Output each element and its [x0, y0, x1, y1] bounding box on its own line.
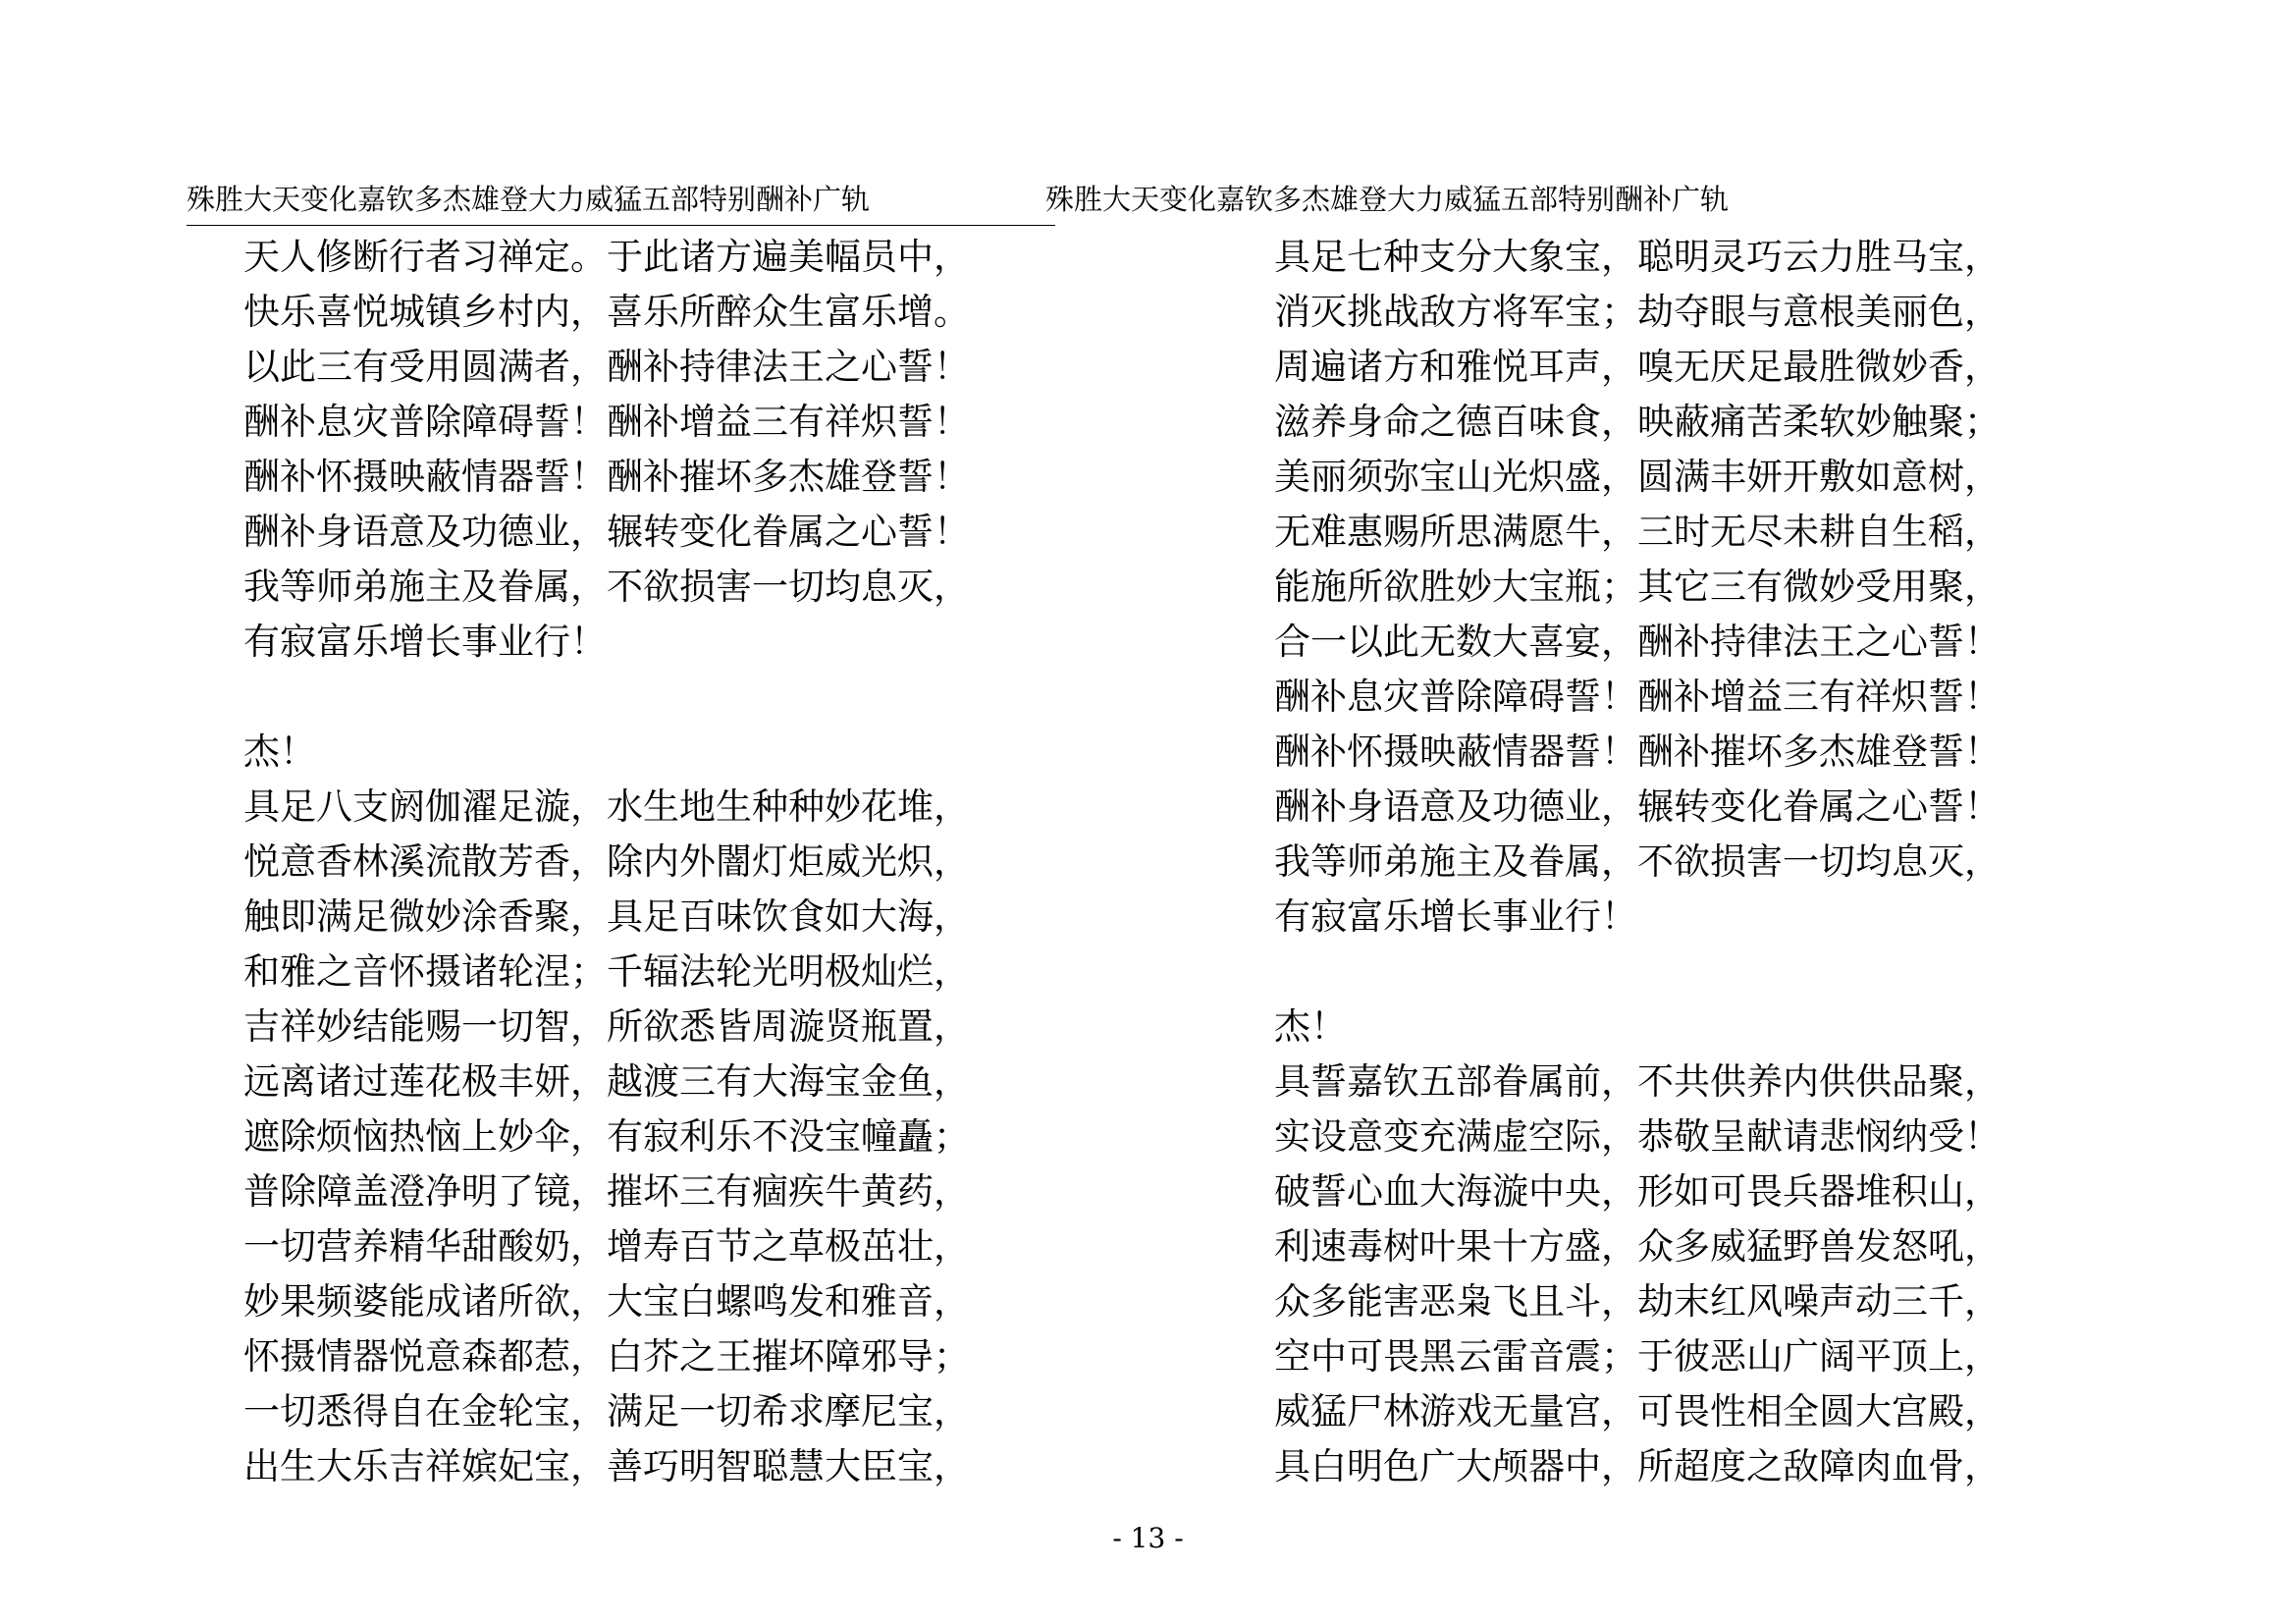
- text-line: 遮除烦恼热恼上妙伞，有寂利乐不没宝幢矗；: [243, 1115, 970, 1158]
- text-line: 消灭挑战敌方将军宝；劫夺眼与意根美丽色，: [1274, 291, 2001, 333]
- running-header-left: 殊胜大天变化嘉钦多杰雄登大力威猛五部特别酬补广轨: [187, 183, 871, 216]
- text-line: 具誓嘉钦五部眷属前，不共供养内供供品聚，: [1274, 1060, 2001, 1103]
- text-line: 酬补怀摄映蔽情器誓！酬补摧坏多杰雄登誓！: [243, 456, 970, 498]
- text-line: 出生大乐吉祥嫔妃宝，善巧明智聪慧大臣宝，: [243, 1445, 970, 1488]
- page-number: - 13 -: [1112, 1522, 1184, 1554]
- text-line: [1274, 945, 2059, 1000]
- text-line: 怀摄情器悦意森都惹，白芥之王摧坏障邪导；: [243, 1335, 970, 1378]
- text-line: 以此三有受用圆满者，酬补持律法王之心誓！: [243, 346, 970, 388]
- right-text-column: [1274, 230, 2059, 1494]
- header-rule: [187, 225, 1055, 226]
- text-line: 有寂富乐增长事业行！: [1274, 895, 1637, 938]
- text-line: 周遍诸方和雅悦耳声，嗅无厌足最胜微妙香，: [1274, 346, 2001, 388]
- text-line: 空中可畏黑云雷音震；于彼恶山广阔平顶上，: [1274, 1335, 2001, 1378]
- text-line: 具白明色广大颅器中，所超度之敌障肉血骨，: [1274, 1445, 2001, 1488]
- text-line: 一切营养精华甜酸奶，增寿百节之草极茁壮，: [243, 1225, 970, 1268]
- text-line: 普除障盖澄净明了镜，摧坏三有痼疾牛黄药，: [243, 1170, 970, 1213]
- text-line: 实设意变充满虚空际，恭敬呈献请悲悯纳受！: [1274, 1115, 2001, 1158]
- text-line: 吉祥妙结能赐一切智，所欲悉皆周漩贤瓶置，: [243, 1005, 970, 1048]
- text-line: 酬补息灾普除障碍誓！酬补增益三有祥炽誓！: [1274, 676, 2001, 718]
- text-line: 杰！: [1274, 1005, 1347, 1048]
- text-line: 远离诸过莲花极丰妍，越渡三有大海宝金鱼，: [243, 1060, 970, 1103]
- text-line: 酬补怀摄映蔽情器誓！酬补摧坏多杰雄登誓！: [1274, 730, 2001, 773]
- text-line: 破誓心血大海漩中央，形如可畏兵器堆积山，: [1274, 1170, 2001, 1213]
- text-line: 一切悉得自在金轮宝，满足一切希求摩尼宝，: [243, 1390, 970, 1433]
- text-line: 我等师弟施主及眷属，不欲损害一切均息灭，: [1274, 840, 2001, 883]
- text-line: 具足八支阏伽濯足漩，水生地生种种妙花堆，: [243, 785, 970, 828]
- text-line: 和雅之音怀摄诸轮涅；千辐法轮光明极灿烂，: [243, 950, 970, 993]
- text-line: 悦意香林溪流散芳香，除内外闇灯炬威光炽，: [243, 840, 970, 883]
- text-line: 众多能害恶枭飞且斗，劫末红风噪声动三千，: [1274, 1280, 2001, 1323]
- text-line: 我等师弟施主及眷属，不欲损害一切均息灭，: [243, 566, 970, 608]
- text-line: 滋养身命之德百味食，映蔽痛苦柔软妙触聚；: [1274, 401, 2001, 443]
- text-line: 妙果频婆能成诸所欲，大宝白螺鸣发和雅音，: [243, 1280, 970, 1323]
- left-text-column: [243, 230, 1029, 1494]
- text-line: 美丽须弥宝山光炽盛，圆满丰妍开敷如意树，: [1274, 456, 2001, 498]
- text-line: 酬补身语意及功德业，辗转变化眷属之心誓！: [243, 511, 970, 553]
- text-line: 能施所欲胜妙大宝瓶；其它三有微妙受用聚，: [1274, 566, 2001, 608]
- text-line: 利速毒树叶果十方盛，众多威猛野兽发怒吼，: [1274, 1225, 2001, 1268]
- text-line: 酬补身语意及功德业，辗转变化眷属之心誓！: [1274, 785, 2001, 828]
- text-line: 无难惠赐所思满愿牛，三时无尽未耕自生稻，: [1274, 511, 2001, 553]
- text-line: 威猛尸林游戏无量宫，可畏性相全圆大宫殿，: [1274, 1390, 2001, 1433]
- text-line: 具足七种支分大象宝，聪明灵巧云力胜马宝，: [1274, 236, 2001, 278]
- text-line: [243, 670, 1029, 725]
- text-line: 合一以此无数大喜宴，酬补持律法王之心誓！: [1274, 621, 2001, 663]
- text-line: 酬补息灾普除障碍誓！酬补增益三有祥炽誓！: [243, 401, 970, 443]
- text-line: 触即满足微妙涂香聚，具足百味饮食如大海，: [243, 895, 970, 938]
- text-line: 杰！: [243, 730, 316, 773]
- text-line: 天人修断行者习禅定。于此诸方遍美幅员中，: [243, 236, 970, 278]
- running-header-right: 殊胜大天变化嘉钦多杰雄登大力威猛五部特别酬补广轨: [1045, 183, 1730, 216]
- text-line: 快乐喜悦城镇乡村内，喜乐所醉众生富乐增。: [243, 291, 970, 333]
- text-line: 有寂富乐增长事业行！: [243, 621, 607, 663]
